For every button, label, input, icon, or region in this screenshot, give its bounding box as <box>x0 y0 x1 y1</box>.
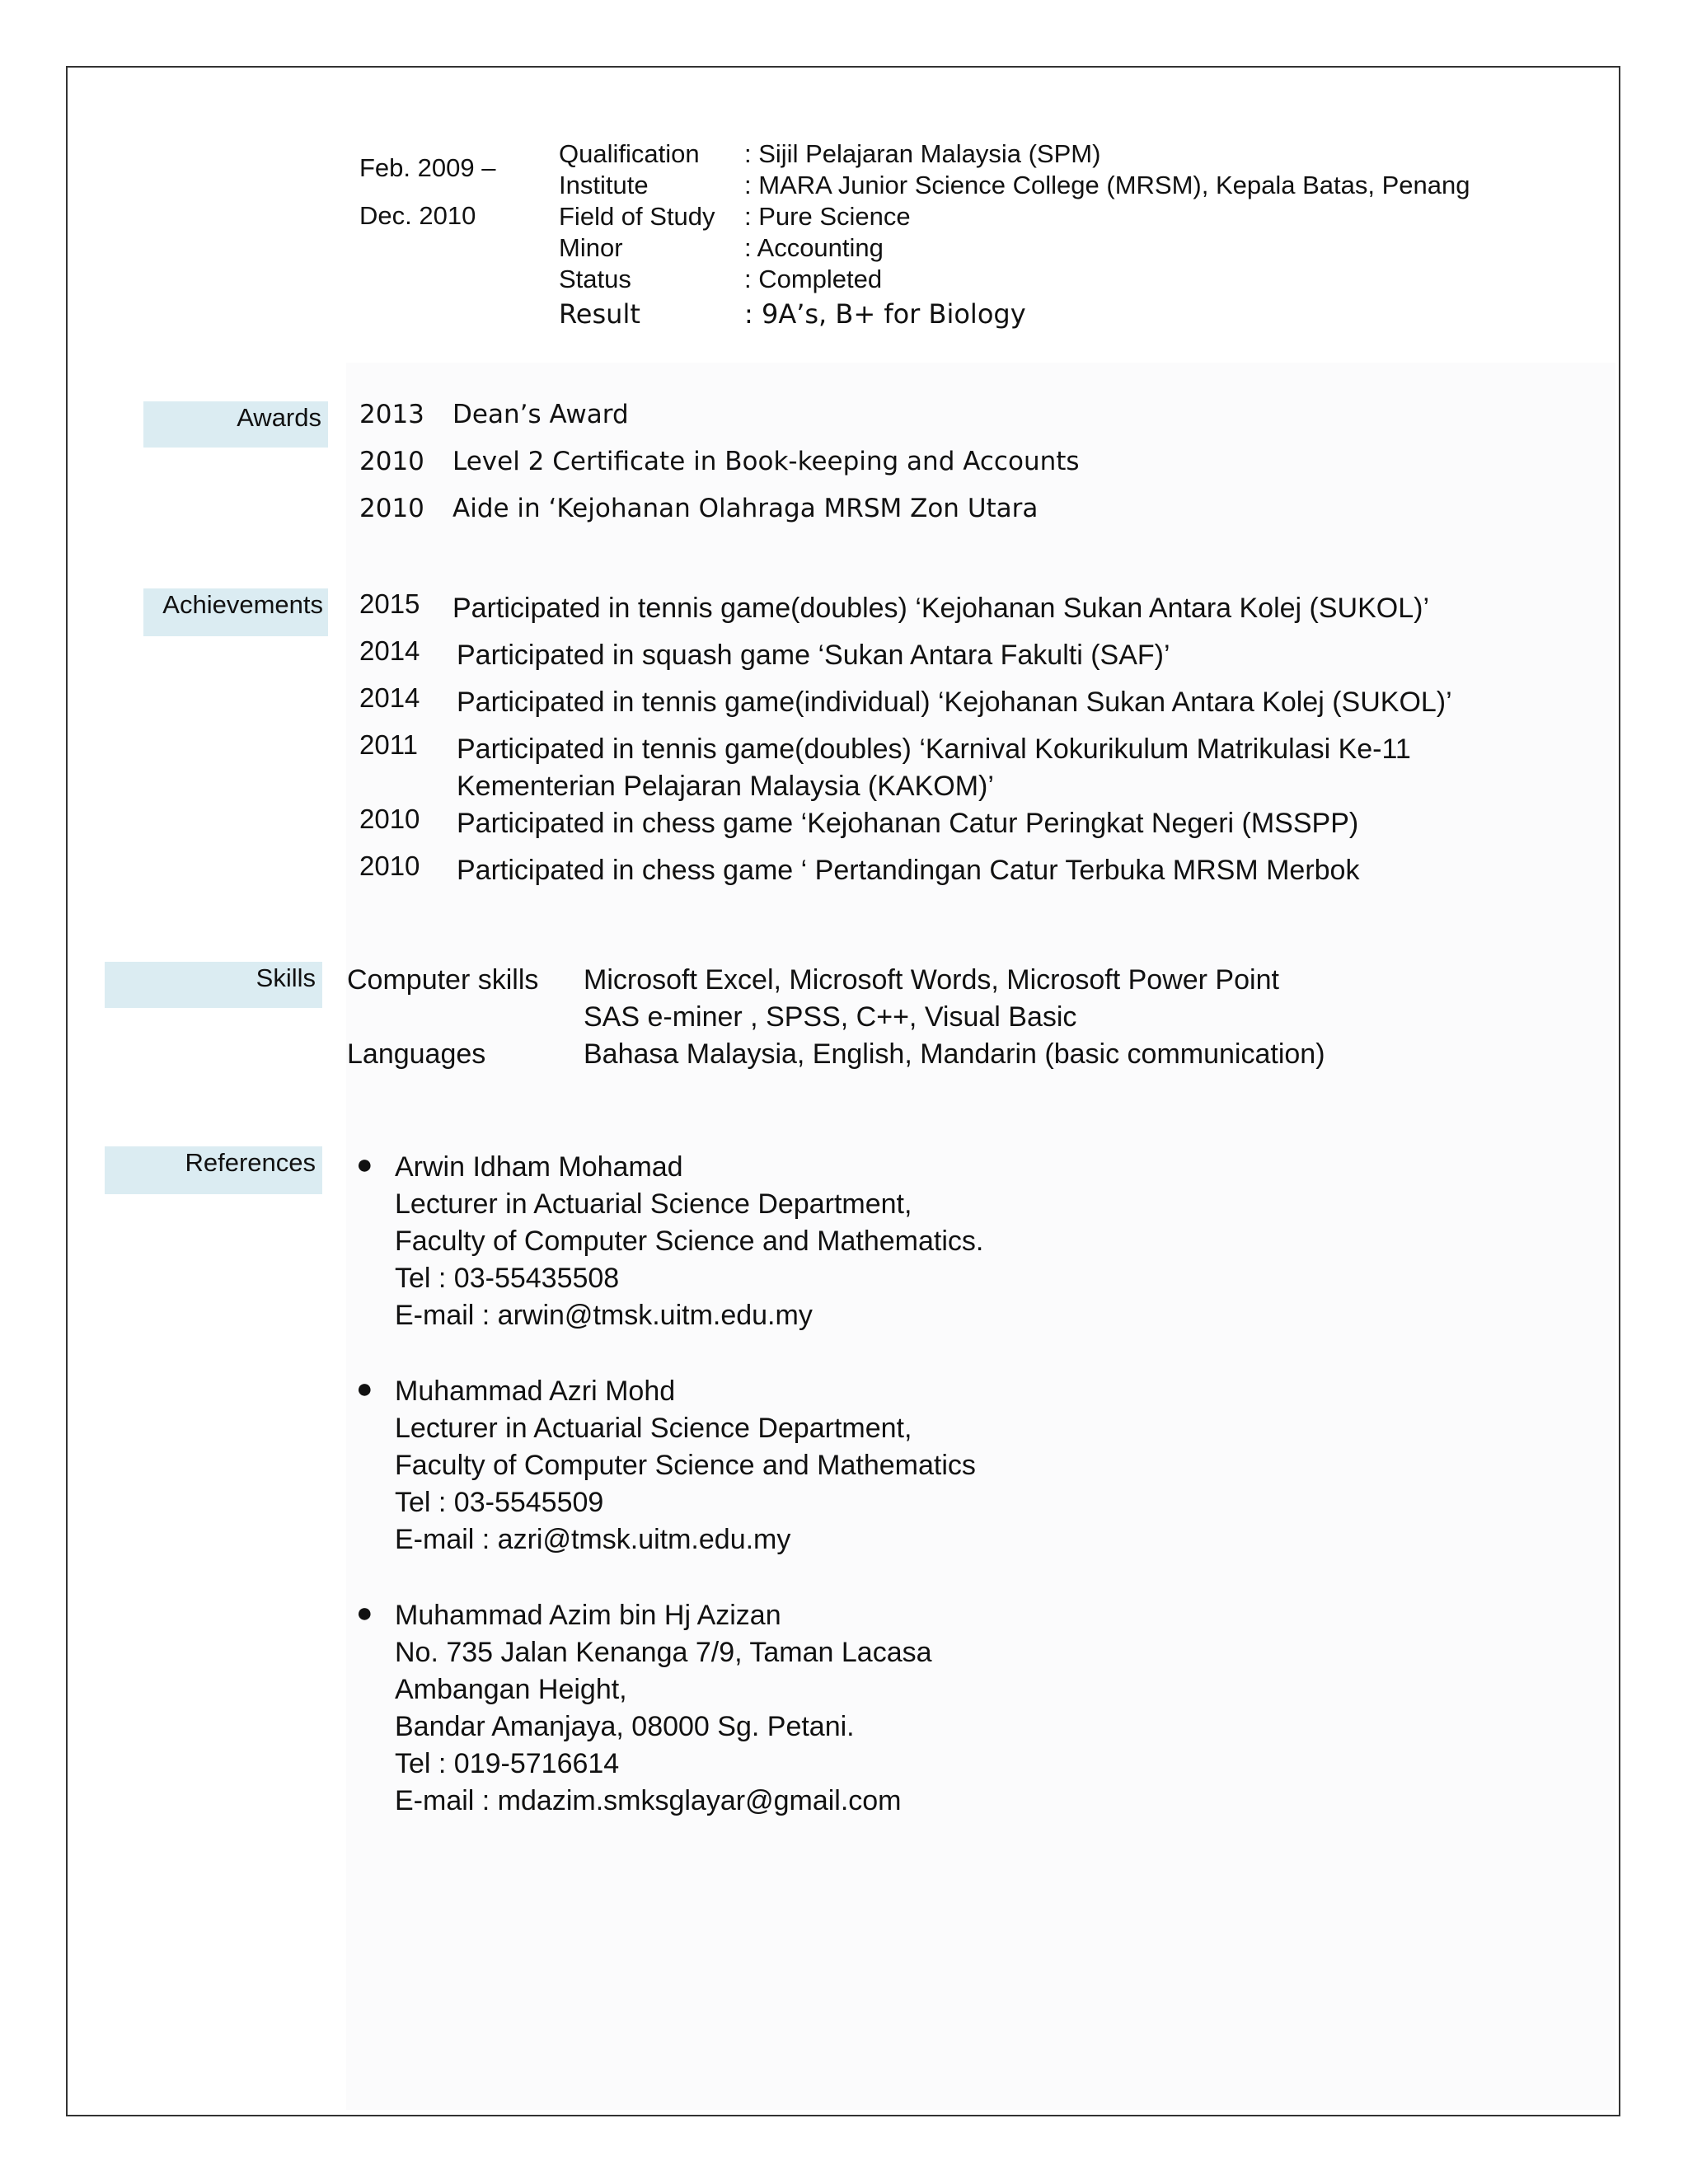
achievement-year: 2010 <box>359 851 420 881</box>
reference-line: Tel : 03-5545509 <box>395 1487 604 1518</box>
achievements-heading: Achievements <box>143 588 328 636</box>
education-label: Institute <box>559 171 649 199</box>
reference-line: Tel : 03-55435508 <box>395 1263 620 1294</box>
education-value: : Accounting <box>744 233 884 262</box>
award-year: 2010 <box>359 447 424 476</box>
award-year: 2013 <box>359 400 424 429</box>
computer-skills-value: Microsoft Excel, Microsoft Words, Microsoft Power Point <box>584 964 1279 996</box>
education-period-end: Dec. 2010 <box>359 201 476 230</box>
education-period-start: Feb. 2009 – <box>359 153 496 182</box>
education-label: Field of Study <box>559 202 715 231</box>
languages-label: Languages <box>347 1038 486 1070</box>
reference-entry <box>395 1149 983 1334</box>
reference-line: Lecturer in Actuarial Science Department, <box>395 1413 912 1444</box>
achievement-text: Participated in tennis game(doubles) ‘Kejohanan Sukan Antara Kolej (SUKOL)’ <box>452 593 1430 624</box>
reference-line: Faculty of Computer Science and Mathematics. <box>395 1226 984 1257</box>
education-label: Status <box>559 265 631 293</box>
award-text: Dean’s Award <box>452 400 629 429</box>
education-label: Minor <box>559 233 623 262</box>
reference-line: No. 735 Jalan Kenanga 7/9, Taman Lacasa <box>395 1637 932 1668</box>
reference-line: Ambangan Height, <box>395 1674 627 1705</box>
achievement-year: 2015 <box>359 588 420 619</box>
bullet-icon: ● <box>356 1373 373 1404</box>
achievement-text: Participated in tennis game(individual) ‘Kejohanan Sukan Antara Kolej (SUKOL)’ <box>457 687 1452 718</box>
achievement-text: Participated in chess game ‘ Pertandingan Catur Terbuka MRSM Merbok <box>457 855 1360 886</box>
reference-line: Faculty of Computer Science and Mathematics <box>395 1450 976 1481</box>
reference-entry <box>395 1373 976 1558</box>
skills-heading: Skills <box>105 962 322 1008</box>
reference-line: E-mail : azri@tmsk.uitm.edu.my <box>395 1524 791 1555</box>
education-value: : Pure Science <box>744 202 911 231</box>
achievement-text: Participated in tennis game(doubles) ‘Karnival Kokurikulum Matrikulasi Ke-11 <box>457 733 1411 765</box>
reference-line: Tel : 019-5716614 <box>395 1748 620 1779</box>
bullet-icon: ● <box>356 1149 373 1180</box>
achievement-text: Participated in squash game ‘Sukan Antara Fakulti (SAF)’ <box>457 640 1170 671</box>
achievement-year: 2014 <box>359 682 420 713</box>
reference-entry <box>395 1597 932 1820</box>
computer-skills-label: Computer skills <box>347 964 539 996</box>
award-text: Level 2 Certificate in Book-keeping and Accounts <box>452 447 1080 476</box>
languages-value: Bahasa Malaysia, English, Mandarin (basic communication) <box>584 1038 1325 1070</box>
awards-heading: Awards <box>143 401 328 448</box>
education-value: : MARA Junior Science College (MRSM), Kepala Batas, Penang <box>744 171 1470 199</box>
reference-line: Muhammad Azri Mohd <box>395 1376 676 1407</box>
achievement-year: 2014 <box>359 635 420 666</box>
education-label: Qualification <box>559 139 700 168</box>
achievement-year: 2011 <box>359 729 418 760</box>
award-year: 2010 <box>359 494 424 523</box>
reference-line: Arwin Idham Mohamad <box>395 1151 683 1183</box>
education-value: : 9A’s, B+ for Biology <box>744 298 1026 330</box>
reference-line: E-mail : arwin@tmsk.uitm.edu.my <box>395 1300 813 1331</box>
achievement-text-continued: Kementerian Pelajaran Malaysia (KAKOM)’ <box>457 771 994 802</box>
reference-line: Muhammad Azim bin Hj Azizan <box>395 1600 781 1631</box>
references-heading: References <box>105 1146 322 1194</box>
education-value: : Sijil Pelajaran Malaysia (SPM) <box>744 139 1101 168</box>
bullet-icon: ● <box>356 1597 373 1629</box>
reference-line: Bandar Amanjaya, 08000 Sg. Petani. <box>395 1711 855 1742</box>
reference-line: Lecturer in Actuarial Science Department, <box>395 1188 912 1220</box>
achievement-text: Participated in chess game ‘Kejohanan Catur Peringkat Negeri (MSSPP) <box>457 808 1359 839</box>
achievement-year: 2010 <box>359 804 420 834</box>
award-text: Aide in ‘Kejohanan Olahraga MRSM Zon Utara <box>452 494 1039 523</box>
computer-skills-value-continued: SAS e-miner , SPSS, C++, Visual Basic <box>584 1001 1077 1033</box>
education-label: Result <box>559 298 640 330</box>
education-value: : Completed <box>744 265 883 293</box>
reference-line: E-mail : mdazim.smksglayar@gmail.com <box>395 1785 902 1816</box>
